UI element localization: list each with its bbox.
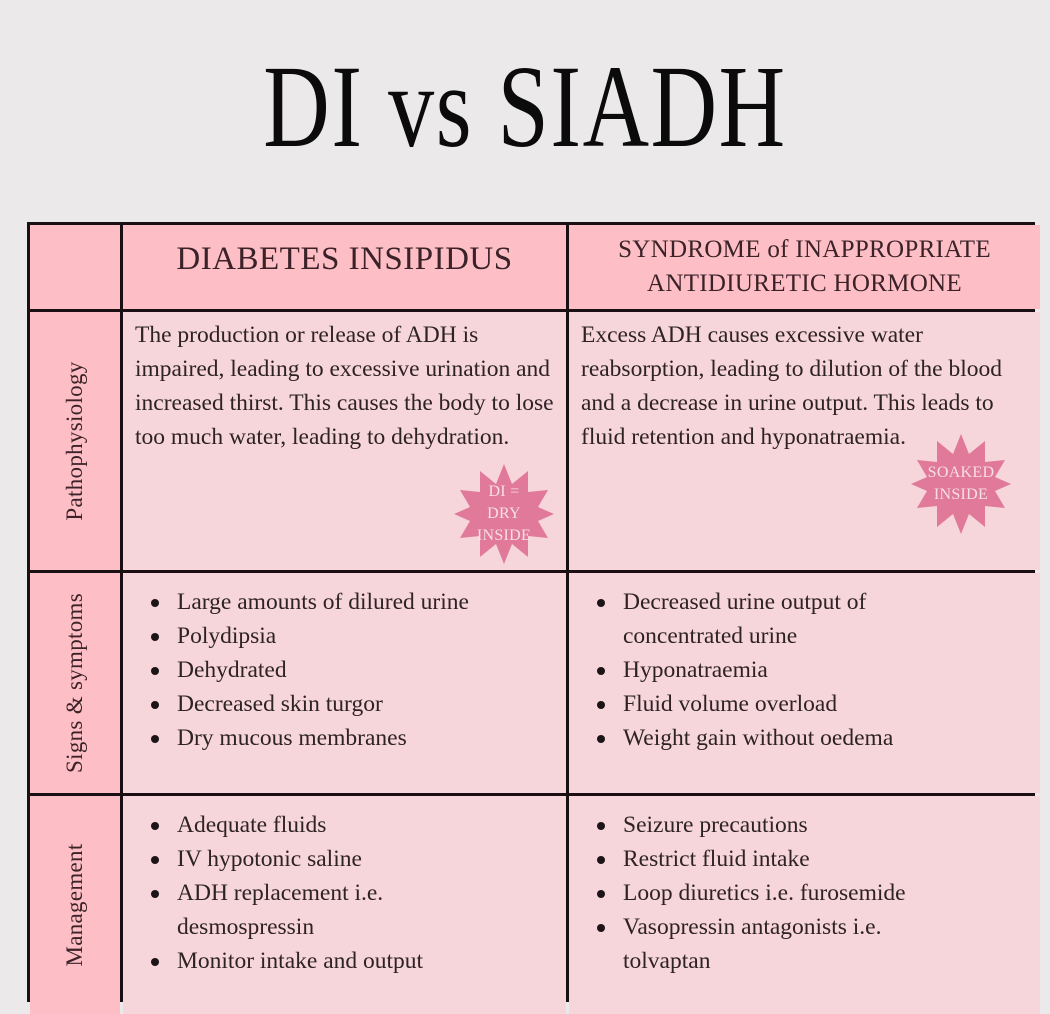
column-header-di — [123, 225, 566, 309]
list-item: Dry mucous membranes — [151, 721, 556, 755]
row-header-management — [30, 796, 120, 1014]
list-item: Fluid volume overload — [597, 687, 920, 721]
badge-line: SOAKED — [927, 464, 995, 481]
row-header-pathophysiology — [30, 312, 120, 570]
column-header-siadh-label — [569, 225, 1040, 309]
list-item: Dehydrated — [151, 653, 556, 687]
list-item: Decreased urine output of concentrated urine — [597, 585, 920, 653]
list-item: Restrict fluid intake — [597, 842, 950, 876]
pathophysiology-siadh-text: Excess ADH causes excessive water reabsorption, leading to dilution of the blood and a decrease in urine output. This leads to fluid retention and hyponatraemia. — [581, 322, 1002, 450]
badge-line: INSIDE — [933, 486, 989, 503]
siadh-header-line2: ANTIDIURETIC HORMONE — [646, 270, 962, 297]
starburst-badge-dry — [452, 462, 556, 566]
badge-line: DI = — [488, 483, 520, 500]
list-item: Loop diuretics i.e. furosemide — [597, 876, 950, 910]
signs-di-list — [151, 585, 556, 755]
list-item: IV hypotonic saline — [151, 842, 446, 876]
row-label-management: Management — [62, 843, 87, 967]
list-item: Weight gain without oedema — [597, 721, 920, 755]
badge-line: INSIDE — [476, 527, 532, 544]
starburst-badge-soaked — [909, 432, 1013, 536]
list-item: ADH replacement i.e. desmospressin — [151, 876, 446, 944]
management-siadh-list — [597, 808, 950, 978]
list-item: Adequate fluids — [151, 808, 446, 842]
list-item: Seizure precautions — [597, 808, 950, 842]
siadh-header-line1: SYNDROME of INAPPROPRIATE — [618, 236, 991, 263]
column-header-siadh — [569, 225, 1040, 309]
row-header-signs — [30, 573, 120, 793]
management-di-list — [151, 808, 446, 978]
list-item: Hyponatraemia — [597, 653, 920, 687]
list-item: Polydipsia — [151, 619, 556, 653]
cell-signs-siadh — [569, 573, 1040, 793]
list-item: Monitor intake and output — [151, 944, 446, 978]
list-item: Large amounts of dilured urine — [151, 585, 556, 619]
cell-pathophysiology-di — [123, 312, 566, 570]
cell-management-siadh — [569, 796, 1040, 1014]
row-label-signs: Signs & symptoms — [62, 593, 87, 773]
cell-pathophysiology-siadh — [569, 312, 1040, 570]
signs-siadh-list — [597, 585, 920, 755]
starburst-text-dry — [452, 462, 556, 566]
corner-cell — [30, 225, 120, 309]
row-label-pathophysiology: Pathophysiology — [62, 361, 87, 521]
cell-signs-di — [123, 573, 566, 793]
pathophysiology-di-text: The production or release of ADH is impaired, leading to excessive urination and increased thirst. This causes the body to lose too much water, leading to dehydration. — [135, 322, 554, 450]
starburst-text-soaked — [909, 432, 1013, 536]
comparison-table — [27, 222, 1035, 1002]
column-header-di-label: DIABETES INSIPIDUS — [176, 240, 513, 277]
list-item: Decreased skin turgor — [151, 687, 556, 721]
page-title: DI vs SIADH — [263, 41, 787, 172]
cell-management-di — [123, 796, 566, 1014]
list-item: Vasopressin antagonists i.e. tolvaptan — [597, 910, 950, 978]
badge-line: DRY — [487, 505, 521, 522]
